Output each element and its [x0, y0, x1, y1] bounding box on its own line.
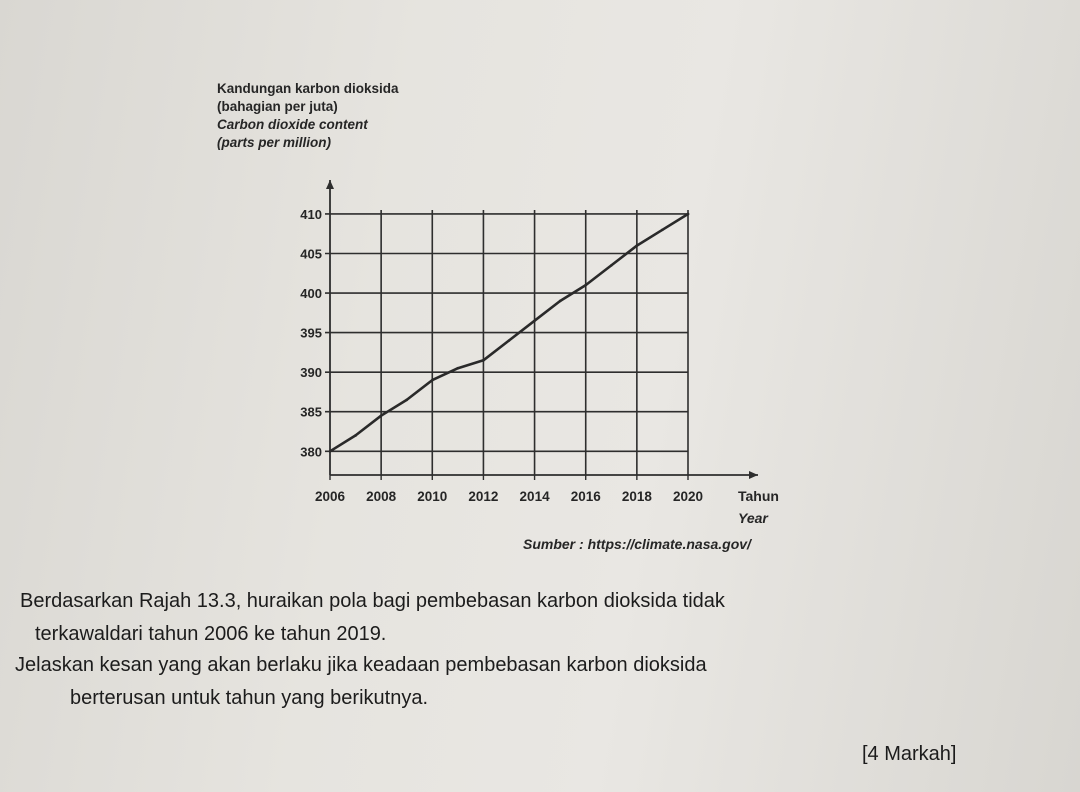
y-tick-label: 385	[300, 404, 322, 420]
co2-data-point	[636, 244, 639, 247]
y-axis-label-en-line1: Carbon dioxide content	[217, 117, 368, 132]
co2-data-point	[559, 300, 562, 303]
x-axis-label-ms: Tahun	[738, 488, 779, 504]
question-line-3: Jelaskan kesan yang akan berlaku jika keadaan pembebasan karbon dioksida	[15, 654, 707, 676]
question-line-1: Berdasarkan Rajah 13.3, huraikan pola bagi pembebasan karbon dioksida tidak	[20, 590, 725, 612]
x-tick-label: 2008	[366, 489, 397, 504]
co2-data-point	[380, 414, 383, 417]
y-tick-label: 390	[300, 365, 322, 381]
question-line-4: berterusan untuk tahun yang berikutnya.	[70, 687, 429, 709]
question-line-2: terkawaldari tahun 2006 ke tahun 2019.	[35, 623, 387, 645]
y-tick-label: 410	[300, 206, 322, 222]
y-axis-label-en-line2: (parts per million)	[217, 135, 332, 150]
co2-data-point	[431, 379, 434, 382]
co2-data-point	[584, 284, 587, 287]
co2-data-point	[329, 450, 332, 453]
marks-label: [4 Markah]	[862, 743, 957, 765]
co2-data-point	[533, 319, 536, 322]
y-axis-label-ms-line1: Kandungan karbon dioksida	[217, 81, 399, 96]
x-tick-label: 2006	[314, 489, 346, 504]
y-tick-label: 395	[300, 325, 322, 341]
y-tick-label: 380	[300, 444, 322, 460]
co2-data-point	[687, 213, 690, 216]
x-tick-label: 2020	[672, 489, 704, 504]
x-tick-label: 2012	[468, 489, 499, 504]
chart-source: Sumber : https://climate.nasa.gov/	[523, 536, 751, 552]
x-axis-label-en: Year	[738, 510, 768, 526]
x-tick-label: 2018	[621, 489, 652, 504]
co2-data-point	[457, 367, 460, 370]
co2-data-point	[482, 359, 485, 362]
x-tick-label: 2016	[570, 489, 601, 504]
y-tick-label: 400	[300, 286, 322, 302]
y-tick-label: 405	[300, 246, 322, 262]
co2-data-point	[405, 399, 408, 402]
x-tick-label: 2014	[519, 489, 550, 504]
co2-data-point	[508, 339, 511, 342]
y-axis-arrow-icon	[326, 180, 334, 189]
x-tick-label: 2010	[417, 489, 448, 504]
x-axis-arrow-icon	[749, 471, 758, 479]
co2-data-point	[661, 228, 664, 231]
co2-data-point	[354, 434, 357, 437]
co2-data-point	[610, 264, 613, 267]
y-axis-label-ms-line2: (bahagian per juta)	[217, 99, 338, 114]
